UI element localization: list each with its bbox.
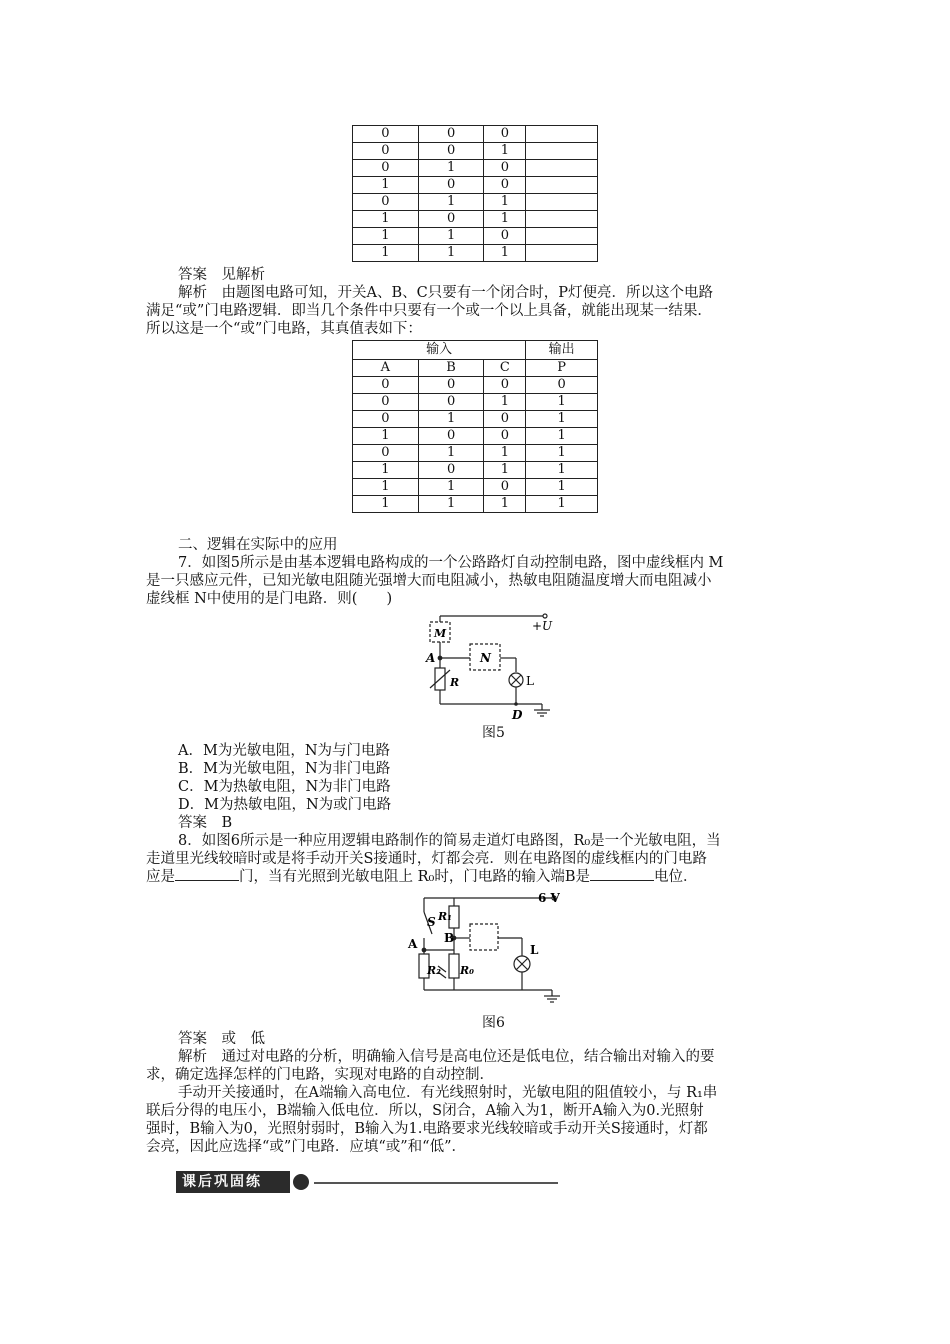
table-cell: 0 xyxy=(353,394,419,411)
table-cell: 1 xyxy=(484,245,526,262)
table-cell: 1 xyxy=(418,228,484,245)
table-cell: 1 xyxy=(526,411,598,428)
label-n: N xyxy=(480,651,491,665)
q7-line-2: 是一只感应元件，已知光敏电阻随光强增大而电阻减小，热敏电阻随温度增大而电阻减小 xyxy=(146,573,712,589)
table-cell: 1 xyxy=(418,496,484,513)
table-cell: 1 xyxy=(418,160,484,177)
truth-table-1 xyxy=(352,125,598,262)
table-row xyxy=(353,245,598,262)
q8-answer: 答案 或 低 xyxy=(178,1031,265,1047)
figure-5-caption: 图5 xyxy=(482,725,505,741)
practice-banner: 课后巩固练 xyxy=(176,1171,290,1193)
table-row xyxy=(353,479,598,496)
figure-6-circuit xyxy=(402,890,572,1012)
q6-analysis-line-3: 所以这是一个“或”门电路，其真值表如下： xyxy=(146,321,422,337)
label-s: S xyxy=(427,915,436,929)
table-cell: 0 xyxy=(353,445,419,462)
table-cell xyxy=(526,143,598,160)
label-d: D xyxy=(512,708,523,722)
table-cell xyxy=(526,177,598,194)
table-cell: 0 xyxy=(353,194,419,211)
table-cell: 1 xyxy=(353,479,419,496)
table-cell: 0 xyxy=(526,377,598,394)
q8-analysis-6: 会亮，因此应选择“或”门电路．应填“或”和“低”． xyxy=(146,1139,466,1155)
table-cell: 1 xyxy=(526,394,598,411)
table-row xyxy=(353,445,598,462)
table-cell: 1 xyxy=(353,496,419,513)
q7-option-c: C．M为热敏电阻，N为非门电路 xyxy=(178,779,391,795)
blank-gate-type[interactable] xyxy=(175,868,239,881)
label-r: R xyxy=(450,676,460,689)
q7-option-a: A．M为光敏电阻，N为与门电路 xyxy=(178,743,391,759)
col-header-b: B xyxy=(418,360,484,377)
table-cell: 0 xyxy=(484,377,526,394)
table-cell: 1 xyxy=(484,394,526,411)
q8-line-3 xyxy=(146,868,698,886)
table-cell: 0 xyxy=(484,428,526,445)
table-cell: 0 xyxy=(353,126,419,143)
q7-line-3: 虚线框 N中使用的是门电路．则( ) xyxy=(146,591,393,607)
col-header-a: A xyxy=(353,360,419,377)
table-row xyxy=(353,160,598,177)
table-cell: 0 xyxy=(484,479,526,496)
table-cell: 0 xyxy=(418,462,484,479)
label-a6: A xyxy=(408,937,418,951)
q8-line-3-b: 门，当有光照到光敏电阻上 R₀时，门电路的输入端B是 xyxy=(239,869,590,885)
table-row xyxy=(353,126,598,143)
table-cell: 0 xyxy=(484,160,526,177)
table-cell xyxy=(526,160,598,177)
label-l6: L xyxy=(530,943,539,957)
q8-line-3-a: 应是 xyxy=(146,869,175,885)
table-cell: 1 xyxy=(526,428,598,445)
q8-line-3-c: 电位． xyxy=(654,869,698,885)
table-cell: 1 xyxy=(353,228,419,245)
input-group-header: 输入 xyxy=(353,341,526,360)
table-cell: 1 xyxy=(484,194,526,211)
table-row xyxy=(353,462,598,479)
table-cell: 0 xyxy=(484,177,526,194)
q6-analysis-line-2: 满足“或”门电路逻辑．即当几个条件中只要有一个或一个以上具备，就能出现某一结果． xyxy=(146,303,712,319)
q7-option-b: B．M为光敏电阻，N为非门电路 xyxy=(178,761,391,777)
table-cell: 1 xyxy=(353,211,419,228)
q8-analysis-4: 联后分得的电压小，B端输入低电位．所以，S闭合，A输入为1，断开A输入为0.光照射 xyxy=(146,1103,704,1119)
section-2-title: 二、逻辑在实际中的应用 xyxy=(178,537,338,553)
label-r1: R₁ xyxy=(438,910,452,923)
table-cell: 1 xyxy=(418,445,484,462)
table-row xyxy=(353,211,598,228)
table-cell: 1 xyxy=(526,462,598,479)
table-cell: 0 xyxy=(484,411,526,428)
table-cell: 1 xyxy=(418,479,484,496)
table-cell xyxy=(526,194,598,211)
figure-5-circuit xyxy=(420,608,570,724)
table-cell: 0 xyxy=(418,428,484,445)
figure-6-caption: 图6 xyxy=(482,1015,505,1031)
label-l: L xyxy=(526,674,534,688)
table-row xyxy=(353,394,598,411)
col-header-c: C xyxy=(484,360,526,377)
table-cell: 0 xyxy=(418,377,484,394)
table-cell: 1 xyxy=(484,143,526,160)
table-row xyxy=(353,428,598,445)
q8-line-2: 走道里光线较暗时或是将手动开关S接通时，灯都会亮．则在电路图的虚线框内的门电路 xyxy=(146,851,707,867)
label-a: A xyxy=(426,651,436,665)
table-row xyxy=(353,496,598,513)
table-cell: 1 xyxy=(526,496,598,513)
label-r0: R₀ xyxy=(460,964,474,977)
table-cell: 0 xyxy=(418,394,484,411)
table-cell xyxy=(526,245,598,262)
table-cell: 0 xyxy=(418,211,484,228)
table-cell: 0 xyxy=(484,126,526,143)
table-cell: 1 xyxy=(353,245,419,262)
table-row xyxy=(353,377,598,394)
table-cell: 1 xyxy=(418,411,484,428)
table-cell: 0 xyxy=(353,411,419,428)
table-cell xyxy=(526,126,598,143)
q8-analysis-1: 解析 通过对电路的分析，明确输入信号是高电位还是低电位，结合输出对输入的要 xyxy=(178,1049,715,1065)
q8-analysis-3: 手动开关接通时，在A端输入高电位．有光线照射时，光敏电阻的阻值较小，与 R₁串 xyxy=(178,1085,718,1101)
table-cell: 1 xyxy=(418,194,484,211)
table-cell: 1 xyxy=(353,177,419,194)
table-cell: 1 xyxy=(526,479,598,496)
label-b: B xyxy=(444,931,455,945)
blank-potential[interactable] xyxy=(590,868,654,881)
table-cell: 0 xyxy=(353,160,419,177)
table-cell: 1 xyxy=(484,211,526,228)
col-header-p: P xyxy=(526,360,598,377)
table-cell: 0 xyxy=(353,143,419,160)
output-group-header: 输出 xyxy=(526,341,598,360)
label-m: M xyxy=(434,627,447,640)
table-row xyxy=(353,143,598,160)
q7-answer: 答案 B xyxy=(178,815,233,831)
q8-analysis-2: 求，确定选择怎样的门电路，实现对电路的自动控制． xyxy=(146,1067,494,1083)
q6-answer: 答案 见解析 xyxy=(178,267,265,283)
table-cell: 1 xyxy=(484,445,526,462)
table-cell: 1 xyxy=(484,462,526,479)
table-cell: 0 xyxy=(418,143,484,160)
table-cell: 1 xyxy=(526,445,598,462)
table-row xyxy=(353,177,598,194)
table-cell: 1 xyxy=(418,245,484,262)
table-row xyxy=(353,411,598,428)
banner-dot-icon xyxy=(293,1174,309,1190)
q8-analysis-5: 强时，B输入为0，光照射弱时，B输入为1.电路要求光线较暗或手动开关S接通时，灯都 xyxy=(146,1121,708,1137)
table-row xyxy=(353,228,598,245)
table-cell: 0 xyxy=(484,228,526,245)
q7-option-d: D．M为热敏电阻，N为或门电路 xyxy=(178,797,392,813)
banner-divider xyxy=(314,1182,558,1184)
q8-line-1: 8．如图6所示是一种应用逻辑电路制作的简易走道灯电路图，R₀是一个光敏电阻，当 xyxy=(178,833,721,849)
label-r2: R₂ xyxy=(427,964,441,977)
table-cell: 1 xyxy=(353,462,419,479)
table-cell xyxy=(526,228,598,245)
table-cell: 0 xyxy=(353,377,419,394)
q7-line-1: 7．如图5所示是由基本逻辑电路构成的一个公路路灯自动控制电路，图中虚线框内 M xyxy=(178,555,724,571)
table-cell xyxy=(526,211,598,228)
truth-table-2 xyxy=(352,340,598,513)
q6-analysis-line-1: 解析 由题图电路可知，开关A、B、C只要有一个闭合时，P灯便亮．所以这个电路 xyxy=(178,285,713,301)
label-6v: 6 V xyxy=(538,891,560,905)
label-u: +U xyxy=(532,619,553,633)
table-cell: 1 xyxy=(484,496,526,513)
table-cell: 1 xyxy=(353,428,419,445)
table-cell: 0 xyxy=(418,177,484,194)
table-cell: 0 xyxy=(418,126,484,143)
table-row xyxy=(353,194,598,211)
